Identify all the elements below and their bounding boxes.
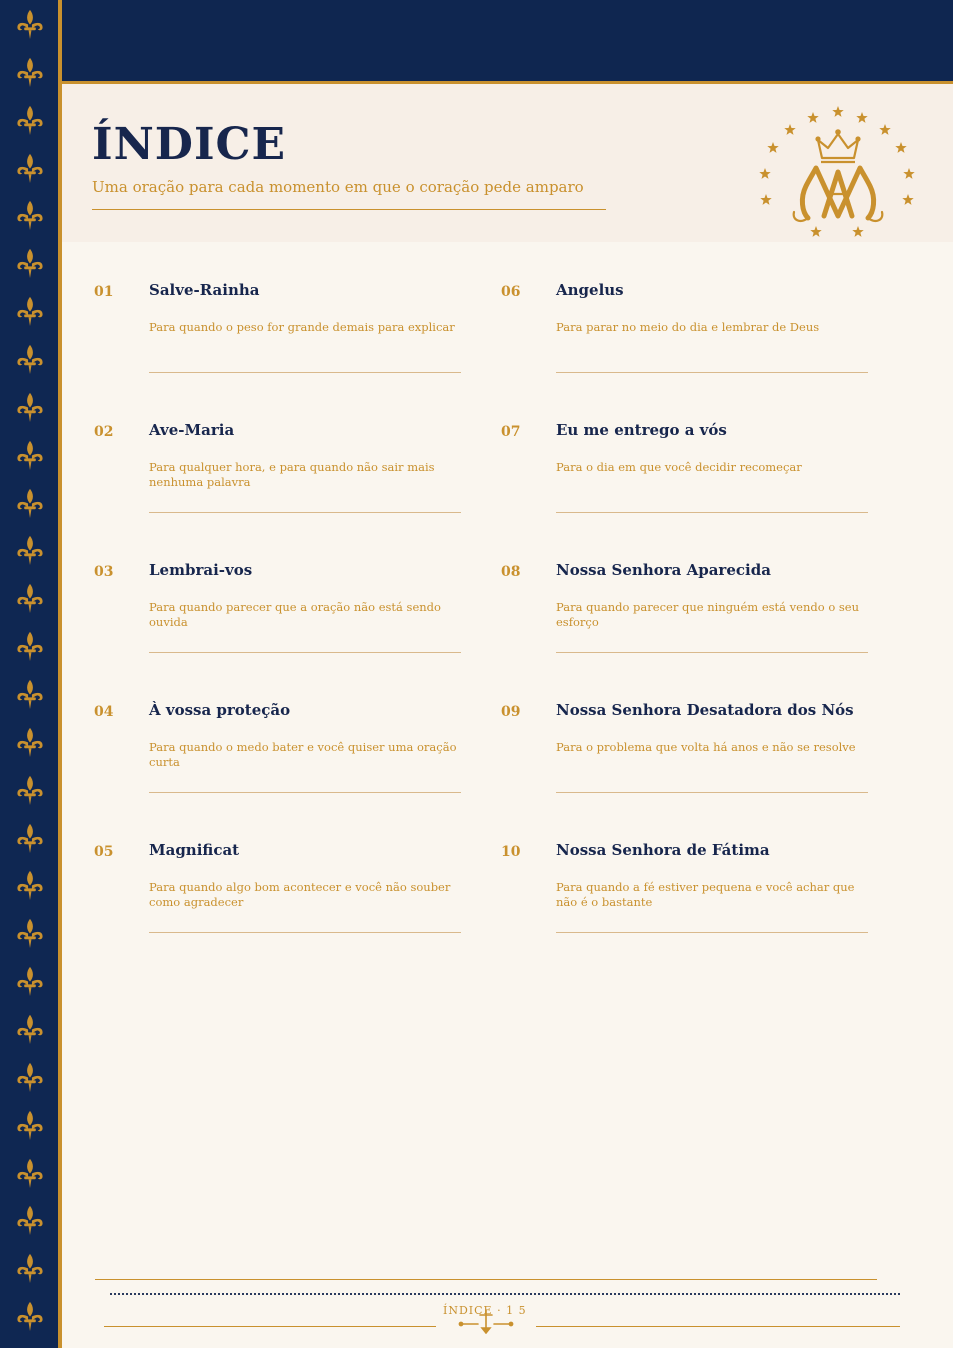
entry-title: Angelus <box>556 281 624 299</box>
fleur-de-lis-icon <box>14 534 46 568</box>
toc-entry[interactable] <box>92 548 467 688</box>
entry-number: 01 <box>94 284 114 300</box>
fleur-de-lis-icon <box>14 152 46 186</box>
entry-title: Nossa Senhora de Fátima <box>556 841 770 859</box>
star-icon <box>856 112 867 123</box>
star-icon <box>832 106 843 117</box>
entry-divider <box>149 372 461 373</box>
star-icon <box>903 168 914 179</box>
entry-divider <box>556 652 868 653</box>
star-icon <box>767 142 778 153</box>
page-title: ÍNDICE <box>92 119 287 170</box>
fleur-de-lis-icon <box>14 343 46 377</box>
entry-description: Para qualquer hora, e para quando não sair mais nenhuma palavra <box>149 460 435 489</box>
entry-description: Para quando parecer que a oração não está sendo ouvida <box>149 600 441 629</box>
fleur-de-lis-icon <box>14 1109 46 1143</box>
crowned-marian-monogram-icon <box>752 102 922 242</box>
entry-description: Para quando o medo bater e você quiser uma oração curta <box>149 740 457 769</box>
toc-entry[interactable] <box>92 688 467 828</box>
toc-entry[interactable] <box>92 828 467 968</box>
entry-divider <box>556 792 868 793</box>
fleur-de-lis-icon <box>14 295 46 329</box>
entry-divider <box>556 372 868 373</box>
fleur-de-lis-icon <box>14 1204 46 1238</box>
entry-description: Para quando a fé estiver pequena e você achar que não é o bastante <box>556 880 855 909</box>
toc-entry[interactable] <box>499 548 874 688</box>
cross-ornament-icon <box>458 1308 514 1334</box>
fleur-de-lis-icon <box>14 1013 46 1047</box>
fleur-de-lis-icon <box>14 247 46 281</box>
entry-description: Para o problema que volta há anos e não se resolve <box>556 740 856 754</box>
footer-dotted-rule <box>110 1293 900 1295</box>
entry-number: 04 <box>94 704 114 720</box>
entry-title: Ave-Maria <box>149 421 235 439</box>
toc-entry[interactable] <box>499 268 874 408</box>
fleur-de-lis-icon <box>14 8 46 42</box>
star-icon <box>852 226 863 237</box>
fleur-de-lis-icon <box>14 678 46 712</box>
footer-left-rule <box>104 1326 436 1327</box>
fleur-de-lis-icon <box>14 869 46 903</box>
fleur-de-lis-icon <box>14 726 46 760</box>
fleur-de-lis-icon <box>14 56 46 90</box>
entry-description: Para quando parecer que ninguém está vendo o seu esforço <box>556 600 860 629</box>
entry-title: Magnificat <box>149 841 240 859</box>
entry-title: Eu me entrego a vós <box>556 421 727 439</box>
entry-number: 03 <box>94 564 114 580</box>
footer-right-rule <box>536 1326 900 1327</box>
page-subtitle: Uma oração para cada momento em que o coração pede amparo <box>92 178 584 196</box>
fleur-de-lis-icon <box>14 822 46 856</box>
entry-divider <box>556 932 868 933</box>
entry-title: Salve-Rainha <box>149 281 260 299</box>
toc-entry[interactable] <box>499 688 874 828</box>
fleur-de-lis-icon <box>14 391 46 425</box>
entry-number: 10 <box>501 844 521 860</box>
entry-number: 08 <box>501 564 521 580</box>
star-icon <box>810 226 821 237</box>
fleur-de-lis-icon <box>14 104 46 138</box>
fleur-de-lis-icon <box>14 774 46 808</box>
entry-divider <box>149 512 461 513</box>
entry-description: Para quando algo bom acontecer e você não souber como agradecer <box>149 880 451 909</box>
entry-number: 02 <box>94 424 114 440</box>
fleur-de-lis-icon <box>14 1157 46 1191</box>
entry-description: Para parar no meio do dia e lembrar de Deus <box>556 320 820 334</box>
entry-description: Para quando o peso for grande demais para explicar <box>149 320 455 334</box>
entry-number: 07 <box>501 424 521 440</box>
fleur-de-lis-icon <box>14 1252 46 1286</box>
star-icon <box>879 124 890 135</box>
entry-title: Nossa Senhora Desatadora dos Nós <box>556 701 854 719</box>
fleur-de-lis-sidebar <box>0 0 60 1348</box>
entry-divider <box>149 932 461 933</box>
footer-rule <box>95 1279 877 1280</box>
star-icon <box>759 168 770 179</box>
footer-label: ÍNDICE · 1 5 <box>443 1304 527 1317</box>
toc-entry[interactable] <box>499 828 874 968</box>
fleur-de-lis-icon <box>14 965 46 999</box>
title-divider <box>92 209 606 210</box>
toc-entry[interactable] <box>92 268 467 408</box>
fleur-de-lis-icon <box>14 917 46 951</box>
fleur-de-lis-icon <box>14 199 46 233</box>
entry-number: 09 <box>501 704 521 720</box>
star-icon <box>807 112 818 123</box>
toc-entry[interactable] <box>92 408 467 548</box>
fleur-de-lis-icon <box>14 582 46 616</box>
fleur-de-lis-icon <box>14 1300 46 1334</box>
entry-title: À vossa proteção <box>149 701 291 719</box>
fleur-de-lis-icon <box>14 1061 46 1095</box>
star-icon <box>760 194 771 205</box>
entry-divider <box>149 792 461 793</box>
entry-title: Nossa Senhora Aparecida <box>556 561 771 579</box>
fleur-de-lis-icon <box>14 439 46 473</box>
entry-divider <box>556 512 868 513</box>
fleur-de-lis-icon <box>14 487 46 521</box>
entry-divider <box>149 652 461 653</box>
star-icon <box>895 142 906 153</box>
star-icon <box>784 124 795 135</box>
entry-number: 06 <box>501 284 521 300</box>
top-band <box>62 0 953 84</box>
star-icon <box>902 194 913 205</box>
entry-number: 05 <box>94 844 114 860</box>
entry-title: Lembrai-vos <box>149 561 253 579</box>
toc-entry[interactable] <box>499 408 874 548</box>
entry-description: Para o dia em que você decidir recomeçar <box>556 460 802 474</box>
fleur-de-lis-icon <box>14 630 46 664</box>
